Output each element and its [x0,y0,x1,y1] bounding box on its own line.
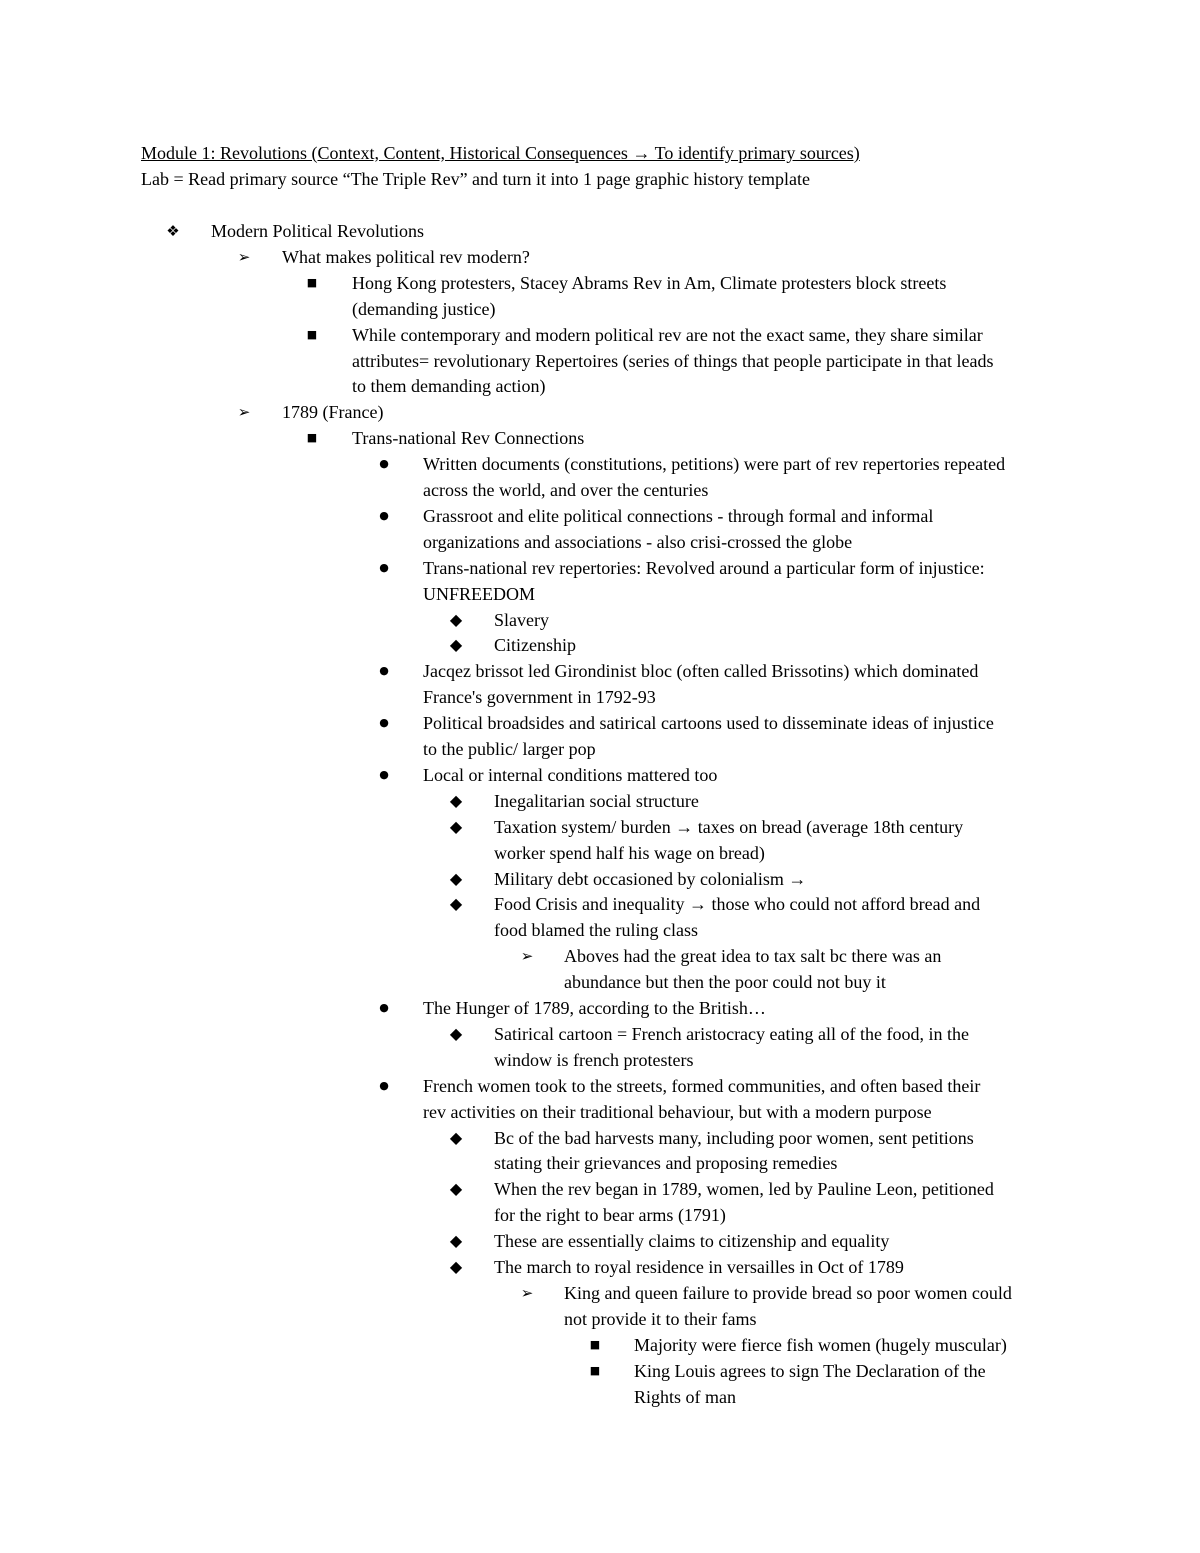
diamond-bullet-icon: ◆ [449,1023,463,1043]
outline-item-text: Taxation system/ burden → taxes on bread (average 18th century [494,816,964,837]
outline-item-text: Rights of man [634,1386,736,1407]
diamond-bullet-icon: ◆ [449,1231,463,1251]
outline-item-text: Military debt occasioned by colonialism → [494,868,807,889]
outline-item-text: abundance but then the poor could not buy it [564,972,886,993]
diamond-bullet-icon: ◆ [449,816,463,836]
outline-item-text: attributes= revolutionary Repertoires (series of things that people participate in that leads [352,350,994,371]
outline-item-text: food blamed the ruling class [494,920,698,941]
diamond-bullet-icon: ◆ [449,1257,463,1276]
square-bullet-icon: ■ [589,1363,601,1377]
arrowhead-bullet-icon: ➢ [237,403,251,422]
dot-bullet-icon: ● [379,767,389,781]
diamond-bullet-icon: ◆ [449,1179,463,1199]
outline-item-text: stating their grievances and proposing remedies [494,1153,838,1174]
outline-item-text: Grassroot and elite political connections - through formal and informal [423,505,934,526]
dot-bullet-icon: ● [379,457,389,471]
outline-item-text: Satirical cartoon = French aristocracy eating all of the food, in the [494,1023,969,1044]
outline-item-text: These are essentially claims to citizenship and equality [494,1231,890,1252]
outline-item-text: Modern Political Revolutions [211,221,424,241]
outline-item-text: to them demanding action) [352,376,546,397]
diamond-bullet-icon: ◆ [449,894,463,914]
outline-item-text: While contemporary and modern political rev are not the exact same, they share similar [352,324,983,345]
outline-item-text: The Hunger of 1789, according to the British… [423,998,766,1018]
outline-item-text: rev activities on their traditional behaviour, but with a modern purpose [423,1101,932,1122]
arrowhead-bullet-icon: ➢ [520,947,534,966]
outline-item-text: French women took to the streets, formed communities, and often based their [423,1075,981,1096]
dot-bullet-icon: ● [379,1001,389,1014]
outline-item-text: Written documents (constitutions, petitions) were part of rev repertories repeated [423,454,1006,475]
outline-item-text: Aboves had the great idea to tax salt bc there was an [564,946,942,967]
square-bullet-icon: ■ [589,1337,601,1351]
outline-item-text: When the rev began in 1789, women, led by Pauline Leon, petitioned [494,1179,994,1200]
outline-item-text: King and queen failure to provide bread so poor women could [564,1282,1012,1303]
outline-item-text: The march to royal residence in versailles in Oct of 1789 [494,1257,904,1277]
dot-bullet-icon: ● [379,1078,389,1092]
outline-diamond-bullet-icon: ❖ [166,222,180,240]
outline-item-text: Citizenship [494,635,576,656]
outline-item-text: Political broadsides and satirical cartoons used to disseminate ideas of injustice [423,713,994,734]
diamond-bullet-icon: ◆ [449,609,463,629]
outline-item-text: worker spend half his wage on bread) [494,842,765,863]
outline-item-text: Hong Kong protesters, Stacey Abrams Rev in Am, Climate protesters block streets [352,272,947,293]
outline-item-text: France's government in 1792-93 [423,687,656,708]
square-bullet-icon: ■ [306,327,318,341]
outline-item-text: Local or internal conditions mattered too [423,764,718,785]
outline-item-text: Inegalitarian social structure [494,790,699,811]
outline-item-text: not provide it to their fams [564,1308,757,1329]
square-bullet-icon: ■ [306,431,318,445]
square-bullet-icon: ■ [306,275,318,289]
outline-item-text: UNFREEDOM [423,583,536,604]
lab-note: Lab = Read primary source “The Triple Rev” and turn it into 1 page graphic history template [141,169,810,189]
arrowhead-bullet-icon: ➢ [520,1283,534,1302]
dot-bullet-icon: ● [379,716,389,730]
outline-item-text: Trans-national rev repertories: Revolved around a particular form of injustice: [423,557,985,578]
outline-item-text: for the right to bear arms (1791) [494,1205,726,1226]
outline-item-text: Slavery [494,609,549,630]
dot-bullet-icon: ● [379,664,389,678]
arrowhead-bullet-icon: ➢ [237,247,251,266]
outline-item-text: 1789 (France) [282,402,384,423]
outline-item-text: What makes political rev modern? [282,246,530,267]
outline-item-text: Majority were fierce fish women (hugely muscular) [634,1334,1007,1355]
outline-item-text: Trans-national Rev Connections [352,428,585,449]
outline-item-text: organizations and associations - also crisi-crossed the globe [423,531,853,552]
outline-item-text: window is french protesters [494,1049,694,1070]
outline-item-text: to the public/ larger pop [423,739,596,759]
diamond-bullet-icon: ◆ [449,868,463,888]
outline-item-text: King Louis agrees to sign The Declaration of the [634,1360,986,1381]
outline-item-text: Jacqez brissot led Girondinist bloc (often called Brissotins) which dominated [423,661,979,682]
outline-item-text: Bc of the bad harvests many, including poor women, sent petitions [494,1127,974,1148]
diamond-bullet-icon: ◆ [449,1127,463,1147]
diamond-bullet-icon: ◆ [449,790,463,810]
diamond-bullet-icon: ◆ [449,635,463,655]
outline-item-text: Food Crisis and inequality → those who could not afford bread and [494,894,981,915]
outline-item-text: (demanding justice) [352,298,496,319]
outline-item-text: across the world, and over the centuries [423,480,709,500]
module-title: Module 1: Revolutions (Context, Content, Historical Consequences → To identify primary sources) [141,143,860,163]
dot-bullet-icon: ● [379,560,389,574]
dot-bullet-icon: ● [379,508,389,522]
